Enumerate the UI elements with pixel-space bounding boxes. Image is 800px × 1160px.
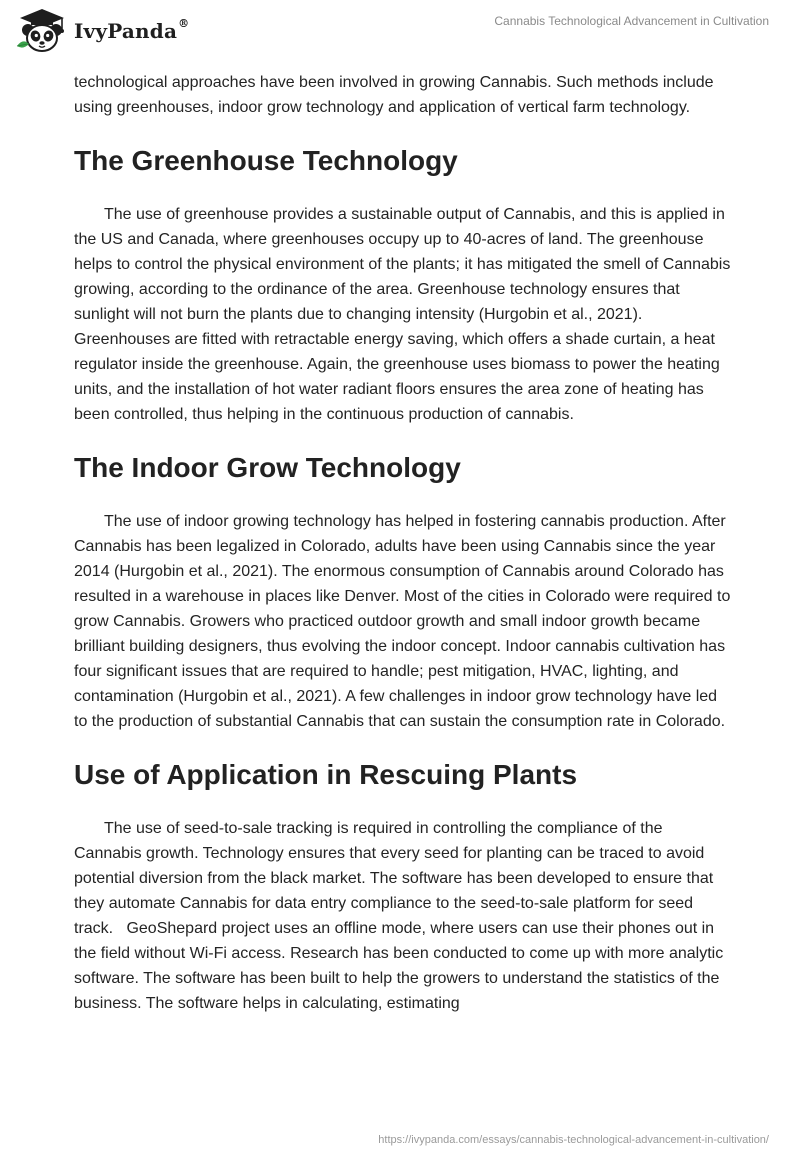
brand-name-text: IvyPanda	[74, 19, 178, 43]
trademark-symbol: ®	[178, 17, 190, 30]
essay-content	[74, 70, 734, 1016]
source-url-link[interactable]: https://ivypanda.com/essays/cannabis-technological-advancement-in-cultivation/	[378, 1134, 769, 1146]
section-heading-rescuing-plants: Use of Application in Rescuing Plants	[74, 759, 578, 790]
section-paragraph-rescuing-plants: The use of seed-to-sale tracking is required in controlling the compliance of the Cannabis growth. Technology ensures that every seed for planting can be traced to avoid potential diversion from the black market. The software has been developed to ensure that they automate Cannabis for data entry compliance to the seed-to-sale platform for seed track. GeoShepard project uses an offline mode, where users can use their phones out in the field without Wi-Fi access. Research has been conducted to come up with more analytic software. The software has been built to help the growers to understand the statistics of the business. The software helps in calculating, estimating	[74, 820, 728, 1012]
panda-graduate-icon	[14, 8, 70, 54]
intro-paragraph: technological approaches have been involved in growing Cannabis. Such methods include using greenhouses, indoor grow technology and application of vertical farm technology.	[74, 74, 714, 116]
section-heading-greenhouse: The Greenhouse Technology	[74, 145, 458, 176]
page-header	[0, 0, 800, 60]
ivypanda-logo[interactable]	[14, 8, 189, 54]
brand-name	[74, 19, 189, 43]
section-paragraph-indoor-grow: The use of indoor growing technology has helped in fostering cannabis production. After Cannabis has been legalized in Colorado, adults have been using Cannabis since the year 2014 (Hurgobin et al., 2021). The enormous consumption of Cannabis around Colorado has resulted in a warehouse in places like Denver. Most of the cities in Colorado were required to grow Cannabis. Growers who practiced outdoor growth and small indoor growth became brilliant building designers, thus evolving the indoor concept. Indoor cannabis cultivation has four significant issues that are required to handle; pest mitigation, HVAC, lighting, and contamination (Hurgobin et al., 2021). A few challenges in indoor grow technology have led to the production of substantial Cannabis that can sustain the consumption rate in Colorado.	[74, 513, 731, 730]
section-heading-indoor-grow: The Indoor Grow Technology	[74, 452, 461, 483]
section-paragraph-greenhouse: The use of greenhouse provides a sustainable output of Cannabis, and this is applied in the US and Canada, where greenhouses occupy up to 40-acres of land. The greenhouse helps to control the physical environment of the plants; it has mitigated the smell of Cannabis growing, according to the ordinance of the area. Greenhouse technology ensures that sunlight will not burn the plants due to changing intensity (Hurgobin et al., 2021). Greenhouses are fitted with retractable energy saving, which offers a shade curtain, a heat regulator inside the greenhouse. Again, the greenhouse uses biomass to power the heating units, and the installation of hot water radiant floors ensures the area zone of heating has been controlled, thus helping in the continuous production of cannabis.	[74, 206, 731, 423]
document-title: Cannabis Technological Advancement in Cultivation	[494, 14, 769, 28]
